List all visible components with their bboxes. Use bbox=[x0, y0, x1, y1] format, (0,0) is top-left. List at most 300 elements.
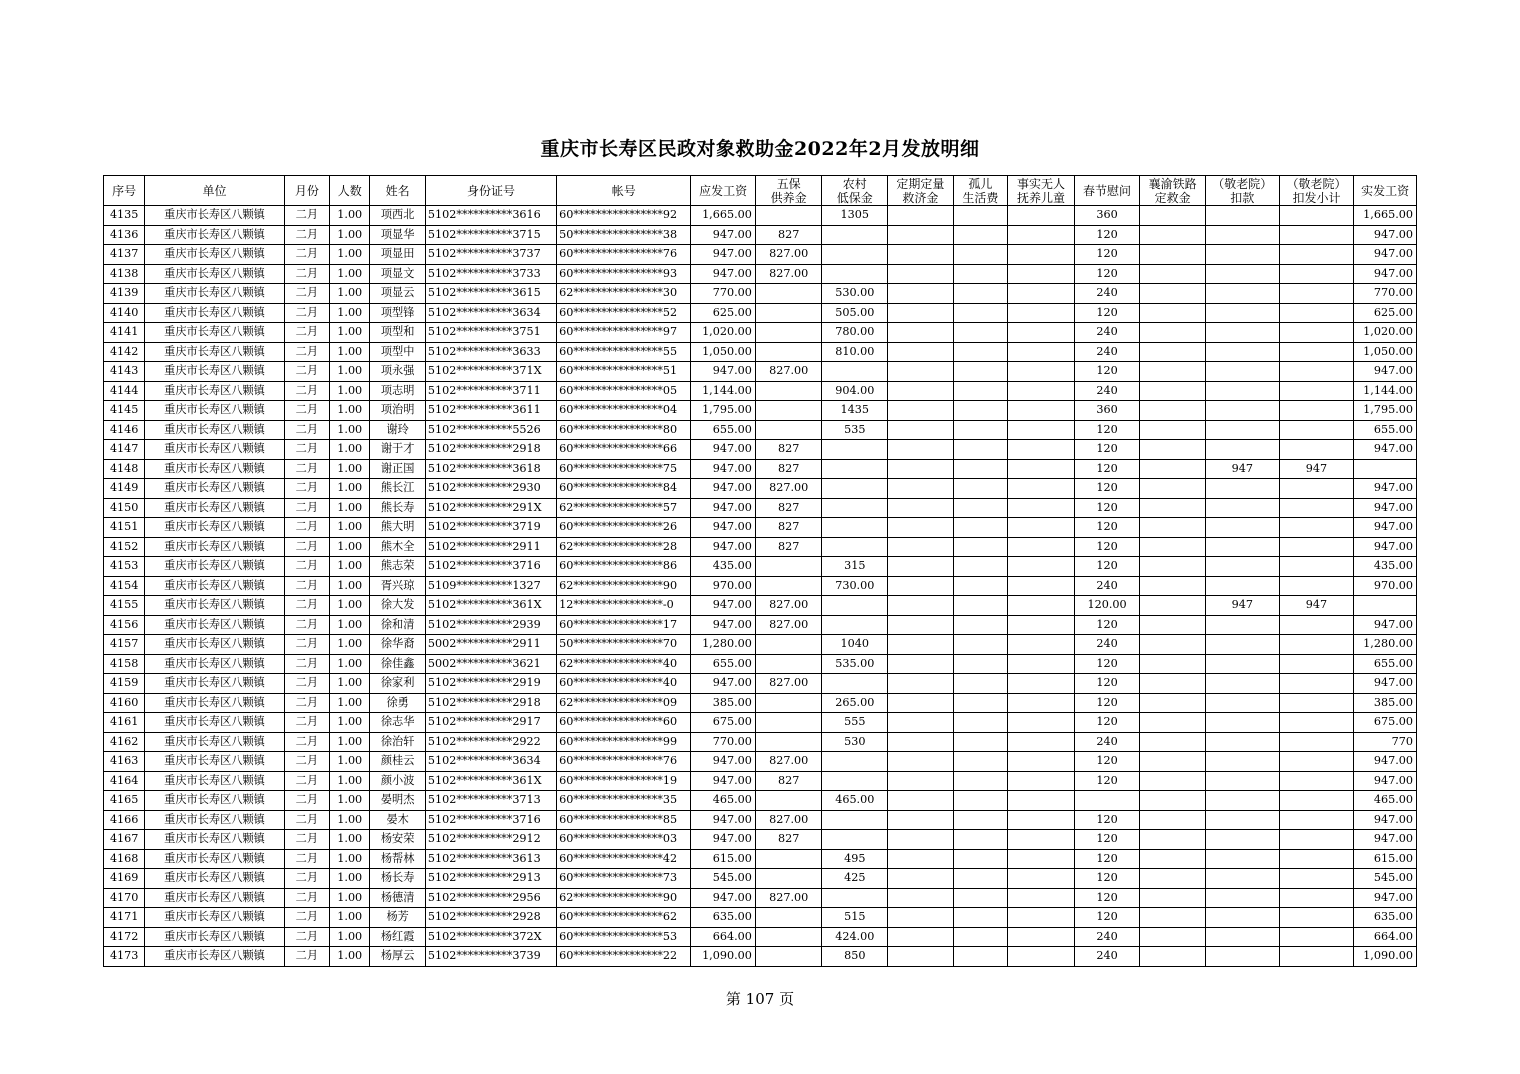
table-cell: 120 bbox=[1074, 459, 1140, 479]
table-cell: 1,144.00 bbox=[1354, 381, 1417, 401]
table-cell: 杨长寿 bbox=[370, 869, 426, 889]
table-cell: 4167 bbox=[104, 830, 145, 850]
table-cell: 827.00 bbox=[755, 752, 822, 772]
table-cell bbox=[888, 888, 954, 908]
table-cell bbox=[1279, 674, 1354, 694]
table-cell bbox=[953, 732, 1007, 752]
table-cell: 二月 bbox=[284, 888, 329, 908]
table-cell: 120 bbox=[1074, 713, 1140, 733]
table-cell bbox=[953, 342, 1007, 362]
table-cell bbox=[822, 888, 888, 908]
table-cell bbox=[888, 869, 954, 889]
table-cell: 二月 bbox=[284, 537, 329, 557]
table-cell: 62****************40 bbox=[557, 654, 691, 674]
table-cell bbox=[1008, 693, 1075, 713]
table-cell bbox=[1008, 303, 1075, 323]
table-cell: 827.00 bbox=[755, 810, 822, 830]
table-cell: 60****************75 bbox=[557, 459, 691, 479]
table-cell: 120 bbox=[1074, 752, 1140, 772]
table-cell: 947.00 bbox=[691, 830, 756, 850]
table-row bbox=[104, 869, 1417, 889]
table-cell: 重庆市长寿区八颗镇 bbox=[145, 264, 284, 284]
table-cell bbox=[1279, 732, 1354, 752]
table-cell: 1435 bbox=[822, 401, 888, 421]
table-cell bbox=[755, 342, 822, 362]
table-cell: 535 bbox=[822, 420, 888, 440]
table-cell: 4160 bbox=[104, 693, 145, 713]
table-cell bbox=[822, 362, 888, 382]
table-cell bbox=[1140, 440, 1206, 460]
table-cell bbox=[888, 225, 954, 245]
table-row bbox=[104, 849, 1417, 869]
table-row bbox=[104, 206, 1417, 226]
table-cell bbox=[888, 459, 954, 479]
table-cell: 635.00 bbox=[1354, 908, 1417, 928]
table-row bbox=[104, 830, 1417, 850]
table-cell: 1,665.00 bbox=[691, 206, 756, 226]
table-cell: 4140 bbox=[104, 303, 145, 323]
table-cell: 徐佳鑫 bbox=[370, 654, 426, 674]
table-cell: 重庆市长寿区八颗镇 bbox=[145, 752, 284, 772]
table-cell bbox=[1140, 927, 1206, 947]
table-cell: 5102**********2919 bbox=[425, 674, 556, 694]
table-cell: 5102**********3634 bbox=[425, 303, 556, 323]
table-cell: 4141 bbox=[104, 323, 145, 343]
table-cell: 4163 bbox=[104, 752, 145, 772]
table-cell: 项显文 bbox=[370, 264, 426, 284]
table-cell bbox=[1074, 791, 1140, 811]
table-cell bbox=[1008, 849, 1075, 869]
table-cell: 120 bbox=[1074, 362, 1140, 382]
table-cell: 徐家利 bbox=[370, 674, 426, 694]
table-cell: 827 bbox=[755, 498, 822, 518]
table-cell: 120 bbox=[1074, 498, 1140, 518]
table-cell bbox=[953, 908, 1007, 928]
table-cell bbox=[1008, 440, 1075, 460]
table-cell bbox=[1008, 245, 1075, 265]
table-cell bbox=[1279, 381, 1354, 401]
table-cell bbox=[755, 791, 822, 811]
table-row bbox=[104, 362, 1417, 382]
table-cell: 947.00 bbox=[691, 771, 756, 791]
table-cell: 827.00 bbox=[755, 362, 822, 382]
table-cell: 重庆市长寿区八颗镇 bbox=[145, 323, 284, 343]
table-cell: 1.00 bbox=[330, 888, 370, 908]
table-cell bbox=[1279, 908, 1354, 928]
table-row bbox=[104, 342, 1417, 362]
table-cell: 5102**********3711 bbox=[425, 381, 556, 401]
table-cell bbox=[1008, 908, 1075, 928]
table-cell: 62****************28 bbox=[557, 537, 691, 557]
table-cell: 60****************40 bbox=[557, 674, 691, 694]
table-cell bbox=[1008, 674, 1075, 694]
table-cell bbox=[1279, 401, 1354, 421]
table-row bbox=[104, 771, 1417, 791]
table-cell: 50****************70 bbox=[557, 635, 691, 655]
table-cell: 60****************22 bbox=[557, 947, 691, 967]
table-cell: 1.00 bbox=[330, 927, 370, 947]
table-cell bbox=[1279, 557, 1354, 577]
table-cell bbox=[1140, 225, 1206, 245]
table-cell bbox=[1140, 849, 1206, 869]
table-cell bbox=[953, 888, 1007, 908]
table-cell: 5102**********3713 bbox=[425, 791, 556, 811]
table-cell bbox=[953, 284, 1007, 304]
table-cell: 947.00 bbox=[1354, 479, 1417, 499]
table-cell: 120 bbox=[1074, 830, 1140, 850]
table-cell bbox=[1140, 713, 1206, 733]
table-cell: 360 bbox=[1074, 206, 1140, 226]
table-cell: 二月 bbox=[284, 635, 329, 655]
table-cell: 62****************30 bbox=[557, 284, 691, 304]
table-cell: 重庆市长寿区八颗镇 bbox=[145, 908, 284, 928]
table-cell: 5102**********361X bbox=[425, 596, 556, 616]
table-cell: 1,090.00 bbox=[1354, 947, 1417, 967]
table-cell: 60****************51 bbox=[557, 362, 691, 382]
table-cell: 4168 bbox=[104, 849, 145, 869]
table-cell: 947.00 bbox=[1354, 537, 1417, 557]
table-cell bbox=[888, 284, 954, 304]
table-cell bbox=[822, 596, 888, 616]
table-cell: 810.00 bbox=[822, 342, 888, 362]
table-cell bbox=[1008, 635, 1075, 655]
table-cell bbox=[888, 479, 954, 499]
table-cell: 947.00 bbox=[691, 615, 756, 635]
table-row bbox=[104, 303, 1417, 323]
table-cell: 5109**********1327 bbox=[425, 576, 556, 596]
table-cell: 60****************85 bbox=[557, 810, 691, 830]
table-cell bbox=[953, 303, 1007, 323]
table-cell: 120 bbox=[1074, 420, 1140, 440]
table-cell: 5102**********3634 bbox=[425, 752, 556, 772]
table-cell: 655.00 bbox=[691, 420, 756, 440]
table-cell: 二月 bbox=[284, 362, 329, 382]
table-cell bbox=[1140, 693, 1206, 713]
table-cell: 1.00 bbox=[330, 791, 370, 811]
table-cell: 435.00 bbox=[691, 557, 756, 577]
table-cell bbox=[953, 849, 1007, 869]
table-cell: 二月 bbox=[284, 479, 329, 499]
table-body bbox=[104, 206, 1417, 967]
table-cell bbox=[1205, 206, 1279, 226]
table-cell bbox=[888, 381, 954, 401]
table-cell: 4154 bbox=[104, 576, 145, 596]
table-row bbox=[104, 518, 1417, 538]
table-cell bbox=[953, 713, 1007, 733]
table-cell bbox=[1279, 927, 1354, 947]
table-cell bbox=[1140, 752, 1206, 772]
table-cell: 240 bbox=[1074, 635, 1140, 655]
table-cell bbox=[1008, 381, 1075, 401]
table-cell: 重庆市长寿区八颗镇 bbox=[145, 381, 284, 401]
table-cell bbox=[1008, 342, 1075, 362]
table-cell: 重庆市长寿区八颗镇 bbox=[145, 362, 284, 382]
table-cell bbox=[1205, 342, 1279, 362]
table-cell: 1,050.00 bbox=[1354, 342, 1417, 362]
table-cell: 杨红霞 bbox=[370, 927, 426, 947]
table-cell bbox=[1008, 498, 1075, 518]
table-cell: 熊木全 bbox=[370, 537, 426, 557]
table-cell bbox=[755, 947, 822, 967]
column-header: 春节慰问 bbox=[1074, 176, 1140, 206]
table-cell: 5102**********3611 bbox=[425, 401, 556, 421]
column-header: 五保 供养金 bbox=[755, 176, 822, 206]
table-cell bbox=[888, 342, 954, 362]
table-cell: 5102**********372X bbox=[425, 927, 556, 947]
table-cell bbox=[1008, 264, 1075, 284]
table-cell bbox=[953, 771, 1007, 791]
table-cell bbox=[755, 303, 822, 323]
table-cell: 重庆市长寿区八颗镇 bbox=[145, 420, 284, 440]
table-cell: 1,280.00 bbox=[1354, 635, 1417, 655]
table-cell bbox=[888, 908, 954, 928]
table-cell: 360 bbox=[1074, 401, 1140, 421]
table-cell: 二月 bbox=[284, 654, 329, 674]
table-cell bbox=[953, 596, 1007, 616]
column-header: 应发工资 bbox=[691, 176, 756, 206]
table-cell: 1.00 bbox=[330, 381, 370, 401]
table-cell: 495 bbox=[822, 849, 888, 869]
table-cell: 465.00 bbox=[691, 791, 756, 811]
table-cell: 1.00 bbox=[330, 869, 370, 889]
table-cell: 1.00 bbox=[330, 713, 370, 733]
table-cell bbox=[1008, 596, 1075, 616]
table-cell: 947.00 bbox=[1354, 615, 1417, 635]
table-row bbox=[104, 927, 1417, 947]
table-cell: 615.00 bbox=[691, 849, 756, 869]
table-cell bbox=[888, 576, 954, 596]
table-cell bbox=[1140, 284, 1206, 304]
table-cell bbox=[1205, 264, 1279, 284]
table-cell: 827 bbox=[755, 225, 822, 245]
table-cell: 60****************26 bbox=[557, 518, 691, 538]
table-cell bbox=[1008, 518, 1075, 538]
table-cell: 4150 bbox=[104, 498, 145, 518]
table-cell: 二月 bbox=[284, 303, 329, 323]
table-cell: 120 bbox=[1074, 654, 1140, 674]
table-cell bbox=[1205, 771, 1279, 791]
table-cell bbox=[888, 927, 954, 947]
table-cell: 熊长江 bbox=[370, 479, 426, 499]
table-row bbox=[104, 888, 1417, 908]
table-cell bbox=[888, 401, 954, 421]
table-cell: 947.00 bbox=[691, 459, 756, 479]
table-cell: 62****************90 bbox=[557, 888, 691, 908]
table-cell bbox=[1205, 362, 1279, 382]
table-cell bbox=[1140, 498, 1206, 518]
table-cell bbox=[888, 420, 954, 440]
table-cell: 4156 bbox=[104, 615, 145, 635]
table-cell bbox=[888, 693, 954, 713]
table-cell: 1.00 bbox=[330, 440, 370, 460]
table-cell bbox=[953, 654, 1007, 674]
table-cell: 60****************66 bbox=[557, 440, 691, 460]
table-cell bbox=[822, 459, 888, 479]
table-cell: 重庆市长寿区八颗镇 bbox=[145, 849, 284, 869]
table-cell: 重庆市长寿区八颗镇 bbox=[145, 479, 284, 499]
table-cell bbox=[953, 498, 1007, 518]
table-cell bbox=[1205, 615, 1279, 635]
table-cell bbox=[1008, 888, 1075, 908]
table-cell: 5002**********3621 bbox=[425, 654, 556, 674]
table-cell bbox=[1205, 323, 1279, 343]
table-cell bbox=[822, 674, 888, 694]
table-cell: 5102**********3719 bbox=[425, 518, 556, 538]
table-cell bbox=[953, 264, 1007, 284]
table-cell: 熊大明 bbox=[370, 518, 426, 538]
table-cell: 1.00 bbox=[330, 635, 370, 655]
table-cell bbox=[1205, 791, 1279, 811]
table-cell: 970.00 bbox=[691, 576, 756, 596]
table-cell: 谢玲 bbox=[370, 420, 426, 440]
table-cell bbox=[822, 225, 888, 245]
table-cell: 947.00 bbox=[1354, 830, 1417, 850]
table-cell bbox=[1205, 420, 1279, 440]
table-row bbox=[104, 635, 1417, 655]
table-row bbox=[104, 713, 1417, 733]
table-cell: 904.00 bbox=[822, 381, 888, 401]
table-cell bbox=[1140, 537, 1206, 557]
table-cell: 947.00 bbox=[691, 674, 756, 694]
table-cell: 1.00 bbox=[330, 303, 370, 323]
table-cell bbox=[822, 518, 888, 538]
table-cell: 5102**********3613 bbox=[425, 849, 556, 869]
column-header: 序号 bbox=[104, 176, 145, 206]
table-cell: 胥兴琼 bbox=[370, 576, 426, 596]
table-cell: 徐勇 bbox=[370, 693, 426, 713]
table-cell bbox=[1008, 927, 1075, 947]
table-cell: 60****************53 bbox=[557, 927, 691, 947]
table-cell: 5102**********2956 bbox=[425, 888, 556, 908]
table-cell: 4165 bbox=[104, 791, 145, 811]
table-cell: 62****************57 bbox=[557, 498, 691, 518]
table-cell: 120 bbox=[1074, 908, 1140, 928]
table-cell: 熊志荣 bbox=[370, 557, 426, 577]
table-cell bbox=[953, 440, 1007, 460]
table-cell: 4145 bbox=[104, 401, 145, 421]
table-cell: 5102**********371X bbox=[425, 362, 556, 382]
table-cell bbox=[1205, 245, 1279, 265]
table-cell: 重庆市长寿区八颗镇 bbox=[145, 713, 284, 733]
table-cell bbox=[755, 654, 822, 674]
table-cell: 12****************-0 bbox=[557, 596, 691, 616]
table-cell: 二月 bbox=[284, 401, 329, 421]
table-cell: 425 bbox=[822, 869, 888, 889]
table-cell bbox=[1008, 615, 1075, 635]
table-cell bbox=[755, 381, 822, 401]
table-row bbox=[104, 810, 1417, 830]
table-cell: 947.00 bbox=[1354, 440, 1417, 460]
table-cell bbox=[1140, 557, 1206, 577]
table-cell: 615.00 bbox=[1354, 849, 1417, 869]
table-row bbox=[104, 401, 1417, 421]
table-cell: 5102**********3618 bbox=[425, 459, 556, 479]
table-cell bbox=[1279, 323, 1354, 343]
table-cell bbox=[1008, 810, 1075, 830]
table-cell bbox=[1279, 537, 1354, 557]
table-cell bbox=[953, 518, 1007, 538]
table-cell: 60****************17 bbox=[557, 615, 691, 635]
table-cell: 重庆市长寿区八颗镇 bbox=[145, 830, 284, 850]
table-cell: 947.00 bbox=[1354, 264, 1417, 284]
table-cell: 重庆市长寿区八颗镇 bbox=[145, 576, 284, 596]
table-cell bbox=[1205, 440, 1279, 460]
table-cell bbox=[1205, 849, 1279, 869]
table-cell: 1,144.00 bbox=[691, 381, 756, 401]
table-row bbox=[104, 615, 1417, 635]
table-cell: 谢正国 bbox=[370, 459, 426, 479]
table-cell: 项显田 bbox=[370, 245, 426, 265]
table-cell: 240 bbox=[1074, 947, 1140, 967]
table-cell: 555 bbox=[822, 713, 888, 733]
table-cell bbox=[888, 654, 954, 674]
table-cell: 60****************55 bbox=[557, 342, 691, 362]
table-cell bbox=[1008, 537, 1075, 557]
table-cell bbox=[888, 674, 954, 694]
table-cell: 60****************76 bbox=[557, 752, 691, 772]
table-cell: 827 bbox=[755, 440, 822, 460]
table-cell bbox=[755, 908, 822, 928]
table-cell: 60****************05 bbox=[557, 381, 691, 401]
table-cell: 60****************84 bbox=[557, 479, 691, 499]
table-cell: 5102**********3633 bbox=[425, 342, 556, 362]
table-cell: 1.00 bbox=[330, 576, 370, 596]
table-cell bbox=[1279, 791, 1354, 811]
table-cell: 505.00 bbox=[822, 303, 888, 323]
table-cell: 947.00 bbox=[691, 479, 756, 499]
table-row bbox=[104, 947, 1417, 967]
table-cell: 4161 bbox=[104, 713, 145, 733]
table-cell: 515 bbox=[822, 908, 888, 928]
table-row bbox=[104, 284, 1417, 304]
table-cell bbox=[888, 752, 954, 772]
table-cell: 二月 bbox=[284, 927, 329, 947]
table-cell: 重庆市长寿区八颗镇 bbox=[145, 557, 284, 577]
table-cell bbox=[888, 849, 954, 869]
table-cell: 947.00 bbox=[1354, 752, 1417, 772]
table-cell bbox=[888, 830, 954, 850]
table-cell bbox=[1140, 576, 1206, 596]
table-cell: 120 bbox=[1074, 674, 1140, 694]
table-cell bbox=[1008, 791, 1075, 811]
table-cell: 465.00 bbox=[822, 791, 888, 811]
table-cell: 1.00 bbox=[330, 225, 370, 245]
table-cell: 重庆市长寿区八颗镇 bbox=[145, 459, 284, 479]
table-cell: 5102**********3616 bbox=[425, 206, 556, 226]
table-cell bbox=[1140, 654, 1206, 674]
table-cell: 947 bbox=[1205, 596, 1279, 616]
table-cell bbox=[953, 830, 1007, 850]
table-cell bbox=[1279, 498, 1354, 518]
table-cell: 947 bbox=[1279, 596, 1354, 616]
table-cell bbox=[1008, 771, 1075, 791]
table-cell: 重庆市长寿区八颗镇 bbox=[145, 693, 284, 713]
table-cell bbox=[953, 401, 1007, 421]
table-cell: 二月 bbox=[284, 849, 329, 869]
table-cell bbox=[1279, 830, 1354, 850]
table-cell: 1.00 bbox=[330, 908, 370, 928]
table-cell bbox=[953, 615, 1007, 635]
table-cell bbox=[1205, 557, 1279, 577]
table-cell: 重庆市长寿区八颗镇 bbox=[145, 771, 284, 791]
table-cell: 947.00 bbox=[691, 498, 756, 518]
table-cell: 424.00 bbox=[822, 927, 888, 947]
table-cell: 二月 bbox=[284, 557, 329, 577]
table-cell bbox=[1279, 713, 1354, 733]
table-cell bbox=[1140, 791, 1206, 811]
table-cell: 二月 bbox=[284, 869, 329, 889]
table-cell bbox=[888, 206, 954, 226]
